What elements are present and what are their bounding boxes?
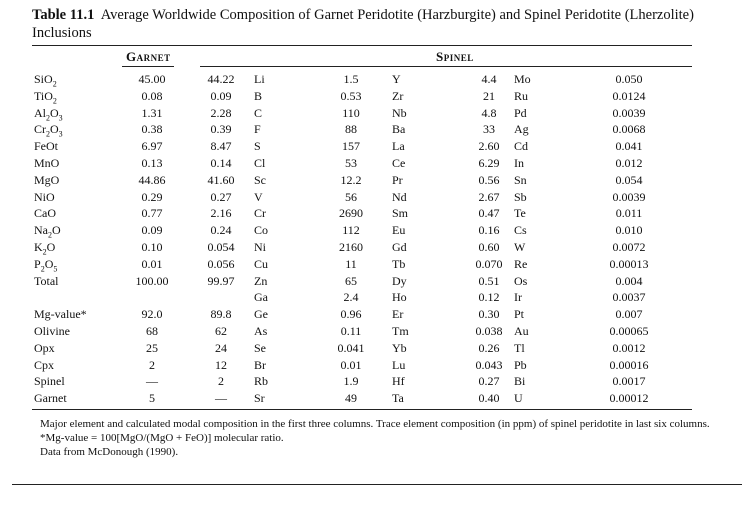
spinel-value: 0.09 (210, 88, 232, 103)
label-text: K (34, 239, 43, 254)
garnet-header-rule (122, 66, 174, 67)
label-text: Garnet (34, 391, 67, 406)
major-label (34, 323, 116, 340)
trace-value: 0.60 (478, 239, 500, 254)
spinel-value: 0.056 (207, 256, 235, 271)
trace-element: Y (392, 72, 401, 86)
label-text: SiO (34, 72, 53, 86)
trace-element: Ba (392, 122, 406, 137)
garnet-value: 0.10 (141, 239, 163, 254)
table-row (34, 105, 730, 122)
trace-value: 88 (345, 122, 357, 137)
major-label (34, 121, 116, 138)
label-text: Al (34, 105, 46, 120)
label-text: NiO (34, 189, 55, 204)
table-title (32, 6, 722, 42)
trace-element: Ge (254, 307, 268, 322)
label-text: Cr (34, 122, 46, 137)
label-text: MgO (34, 172, 60, 187)
table-row (34, 88, 730, 105)
spinel-value: 99.97 (207, 273, 235, 288)
garnet-value: 100.00 (135, 273, 169, 288)
spinel-value: 0.054 (207, 239, 235, 254)
table-row (34, 340, 730, 357)
major-label (34, 273, 116, 290)
trace-value: 0.47 (478, 206, 500, 221)
trace-value: 0.041 (337, 340, 365, 355)
trace-value: 21 (483, 88, 495, 103)
major-label (34, 340, 116, 357)
top-rule (32, 45, 692, 46)
trace-value: 0.53 (340, 88, 362, 103)
garnet-value: 0.77 (141, 206, 163, 221)
trace-value: 2690 (339, 206, 363, 221)
major-label (34, 172, 116, 189)
trace-element: Nb (392, 105, 407, 120)
label-text: P (34, 256, 41, 271)
trace-value: 0.00013 (609, 256, 649, 271)
trace-value: 33 (483, 122, 495, 137)
major-label (34, 256, 116, 273)
garnet-value: — (146, 374, 158, 389)
spacer-cell (660, 357, 730, 374)
spacer-cell (660, 138, 730, 155)
spinel-value: 41.60 (207, 172, 235, 187)
label-text: Na (34, 223, 48, 238)
trace-element: Ir (514, 290, 522, 305)
garnet-value: 1.31 (141, 105, 163, 120)
trace-element: Gd (392, 239, 407, 254)
trace-element: Cs (514, 223, 527, 238)
trace-element: Cl (254, 155, 266, 170)
trace-element: Ho (392, 290, 407, 305)
garnet-value: 0.38 (141, 122, 163, 137)
spacer-cell (660, 105, 730, 122)
spacer-cell (660, 390, 730, 407)
label-text: Mg-value* (34, 307, 87, 322)
trace-element: Ni (254, 239, 266, 254)
trace-element: Ce (392, 155, 406, 170)
trace-value: 0.007 (615, 307, 643, 322)
spinel-value: 8.47 (210, 139, 232, 154)
trace-element: As (254, 323, 268, 338)
garnet-value: 92.0 (141, 307, 163, 322)
spinel-value: 12 (215, 357, 227, 372)
label-sub: 3 (58, 129, 63, 139)
trace-element: Zr (392, 88, 404, 103)
trace-element: Pd (514, 105, 527, 120)
trace-value: 4.8 (481, 105, 497, 120)
trace-element: Li (254, 72, 265, 86)
trace-element: Er (392, 307, 404, 322)
footnote-composition: Major element and calculated modal composition in the first three columns. Trace element composition (in ppm) of spinel peridotite in last six columns. (40, 418, 710, 430)
spacer-cell (660, 340, 730, 357)
trace-value: 0.0039 (612, 105, 646, 120)
trace-value: 0.050 (615, 72, 643, 86)
trace-value: 0.30 (478, 307, 500, 322)
spacer-cell (660, 273, 730, 290)
bottom-rule (32, 409, 692, 410)
trace-value: 2160 (339, 239, 363, 254)
trace-element: Bi (514, 374, 526, 389)
trace-element: Se (254, 340, 266, 355)
table-row (34, 289, 730, 306)
trace-value: 0.070 (475, 256, 503, 271)
trace-element: Tl (514, 340, 525, 355)
label-sub: 2 (46, 112, 50, 122)
table-row (34, 239, 730, 256)
trace-value: 1.9 (343, 374, 359, 389)
spinel-value: 44.22 (207, 72, 235, 86)
trace-value: 0.043 (475, 357, 503, 372)
spacer-cell (660, 373, 730, 390)
footnotes (40, 417, 740, 459)
trace-element: Sn (514, 172, 527, 187)
trace-value: 110 (342, 105, 360, 120)
trace-element: Pr (392, 172, 403, 187)
label-sub: 2 (40, 264, 45, 274)
label-sub: 2 (52, 96, 57, 106)
trace-value: 0.010 (615, 223, 643, 238)
major-label (34, 88, 116, 105)
major-label (34, 138, 116, 155)
table-row (34, 390, 730, 407)
major-label (34, 289, 116, 306)
label-sub: 5 (53, 264, 58, 274)
trace-value: 0.0037 (612, 290, 646, 305)
trace-element: S (254, 139, 261, 154)
trace-value: 0.16 (478, 223, 500, 238)
spacer-cell (660, 256, 730, 273)
trace-element: Mo (514, 72, 531, 86)
spinel-header: Spinel (436, 49, 474, 64)
trace-value: 0.011 (615, 206, 643, 221)
table-row (34, 189, 730, 206)
label-text: O (52, 223, 61, 238)
spacer-cell (660, 71, 730, 88)
trace-element: Yb (392, 340, 407, 355)
label-sub: 2 (46, 129, 50, 139)
trace-element: Ag (514, 122, 529, 137)
trace-value: 12.2 (340, 172, 362, 187)
trace-element: Te (514, 206, 526, 221)
spacer-cell (660, 205, 730, 222)
trace-element: Sr (254, 391, 265, 406)
trace-value: 65 (345, 273, 357, 288)
trace-value: 0.004 (615, 273, 643, 288)
spinel-value: 62 (215, 323, 227, 338)
trace-value: 2.67 (478, 189, 500, 204)
label-text: MnO (34, 155, 60, 170)
trace-element: Au (514, 323, 529, 338)
spacer-cell (660, 155, 730, 172)
label-text: Cpx (34, 357, 55, 372)
trace-element: Dy (392, 273, 407, 288)
garnet-value: 6.97 (141, 139, 163, 154)
trace-value: 0.038 (475, 323, 503, 338)
trace-value: 1.5 (343, 72, 359, 86)
label-text: FeOt (34, 139, 58, 154)
spacer-cell (660, 222, 730, 239)
trace-element: Cr (254, 206, 266, 221)
garnet-value: 0.01 (141, 256, 163, 271)
trace-value: 0.0068 (612, 122, 646, 137)
label-text: O (46, 239, 56, 254)
major-label (34, 205, 116, 222)
trace-element: Eu (392, 223, 406, 238)
trace-element: U (514, 391, 523, 406)
label-text: Opx (34, 340, 55, 355)
spacer-cell (660, 306, 730, 323)
trace-element: Os (514, 273, 528, 288)
trace-value: 4.4 (481, 72, 497, 86)
trace-element: W (514, 239, 526, 254)
trace-value: 0.0124 (612, 88, 646, 103)
trace-element: Sm (392, 206, 409, 221)
trace-element: Sc (254, 172, 266, 187)
trace-element: Hf (392, 374, 405, 389)
trace-element: Br (254, 357, 266, 372)
trace-value: 0.00012 (609, 391, 649, 406)
table-caption: Average Worldwide Composition of Garnet Peridotite (Harzburgite) and Spinel Peridotite (Lherzolite) Inclusions (32, 7, 694, 41)
label-text: Total (34, 273, 59, 288)
trace-value: 0.26 (478, 340, 500, 355)
spacer-cell (660, 289, 730, 306)
trace-value: 0.27 (478, 374, 500, 389)
spinel-value: 0.14 (210, 155, 232, 170)
trace-value: 0.0072 (612, 239, 646, 254)
trace-value: 0.00016 (609, 357, 649, 372)
trace-element: Tm (392, 323, 409, 338)
spinel-header-rule (200, 66, 692, 67)
trace-value: 11 (345, 256, 357, 271)
trace-element: C (254, 105, 263, 120)
garnet-value: 0.29 (141, 189, 163, 204)
garnet-value: 0.08 (141, 88, 163, 103)
garnet-header: Garnet (126, 49, 171, 64)
major-label (34, 239, 116, 256)
trace-element: Tb (392, 256, 406, 271)
trace-value: 112 (342, 223, 360, 238)
trace-element: Lu (392, 357, 406, 372)
table-number: Table 11.1 (32, 7, 95, 23)
trace-element: Nd (392, 189, 407, 204)
trace-element: Cd (514, 139, 529, 154)
label-text: Olivine (34, 323, 70, 338)
major-label (34, 155, 116, 172)
major-label (34, 189, 116, 206)
table-row (34, 155, 730, 172)
spinel-value: 24 (215, 340, 227, 355)
trace-value: 0.0012 (612, 340, 646, 355)
trace-value: 0.96 (340, 307, 362, 322)
table-row (34, 323, 730, 340)
spacer-cell (660, 88, 730, 105)
major-label (34, 390, 116, 407)
garnet-value: 45.00 (138, 72, 166, 86)
table-row (34, 357, 730, 374)
trace-value: 0.40 (478, 391, 500, 406)
table-row (34, 121, 730, 138)
trace-value: 53 (345, 155, 357, 170)
garnet-value: 0.09 (141, 223, 163, 238)
trace-value: 6.29 (478, 155, 500, 170)
label-text: CaO (34, 206, 56, 221)
spinel-value (188, 289, 254, 306)
table-row (34, 256, 730, 273)
footnote-mg-value: *Mg-value = 100[MgO/(MgO + FeO)] molecular ratio. (40, 432, 284, 444)
garnet-value: 25 (146, 340, 158, 355)
spinel-value: — (215, 391, 227, 406)
garnet-value (116, 289, 188, 306)
trace-value: 0.0017 (612, 374, 646, 389)
spinel-value: 0.39 (210, 122, 232, 137)
label-sub: 3 (58, 112, 63, 122)
label-text: Spinel (34, 374, 65, 389)
trace-value: 0.01 (340, 357, 362, 372)
table-row (34, 373, 730, 390)
trace-element: Ga (254, 290, 268, 305)
trace-element: Ta (392, 391, 404, 406)
trace-element: Ru (514, 88, 529, 103)
trace-element: B (254, 88, 263, 103)
spacer-cell (660, 172, 730, 189)
label-sub: 2 (52, 79, 57, 89)
label-text: TiO (34, 88, 53, 103)
trace-element: Rb (254, 374, 269, 389)
trace-value: 2.60 (478, 139, 500, 154)
label-text: O (50, 122, 59, 137)
spinel-value: 2 (218, 374, 224, 389)
major-label (34, 357, 116, 374)
trace-value: 56 (345, 189, 357, 204)
page-bottom-rule (12, 484, 742, 485)
trace-value: 49 (345, 391, 357, 406)
table-row (34, 138, 730, 155)
major-label (34, 306, 116, 323)
trace-element: Zn (254, 273, 268, 288)
garnet-value: 44.86 (138, 172, 166, 187)
spinel-value: 89.8 (210, 307, 232, 322)
trace-value: 0.56 (478, 172, 500, 187)
table-row (34, 222, 730, 239)
composition-table (34, 71, 730, 407)
garnet-value: 5 (149, 391, 155, 406)
table-row (34, 306, 730, 323)
trace-value: 0.12 (478, 290, 500, 305)
trace-value: 0.041 (615, 139, 643, 154)
trace-value: 0.51 (478, 273, 500, 288)
spinel-value: 0.27 (210, 189, 232, 204)
spinel-value: 2.28 (210, 105, 232, 120)
garnet-value: 0.13 (141, 155, 163, 170)
trace-element: Sb (514, 189, 527, 204)
table-row (34, 71, 730, 88)
label-text: O (44, 256, 54, 271)
trace-element: In (514, 155, 524, 170)
trace-element: V (254, 189, 263, 204)
trace-value: 0.012 (615, 155, 643, 170)
spacer-cell (660, 323, 730, 340)
major-label (34, 222, 116, 239)
spinel-value: 0.24 (210, 223, 232, 238)
table-row (34, 273, 730, 290)
table-row (34, 205, 730, 222)
trace-element: Co (254, 223, 269, 238)
garnet-value: 68 (146, 323, 158, 338)
trace-element: Pt (514, 307, 525, 322)
label-text: O (50, 105, 59, 120)
trace-value: 0.054 (615, 172, 643, 187)
spacer-cell (660, 121, 730, 138)
trace-value: 0.00065 (609, 323, 649, 338)
trace-element: Re (514, 256, 528, 271)
trace-value: 157 (342, 139, 360, 154)
major-label (34, 105, 116, 122)
trace-value: 0.0039 (612, 189, 646, 204)
trace-element: F (254, 122, 261, 137)
spinel-value: 2.16 (210, 206, 232, 221)
spacer-cell (660, 189, 730, 206)
trace-element: La (392, 139, 405, 154)
label-sub: 2 (48, 230, 52, 240)
major-label (34, 71, 116, 88)
trace-element: Cu (254, 256, 269, 271)
garnet-value: 2 (149, 357, 155, 372)
footnote-source: Data from McDonough (1990). (40, 446, 179, 458)
trace-value: 0.11 (340, 323, 362, 338)
trace-value: 2.4 (343, 290, 359, 305)
table-row (34, 172, 730, 189)
spacer-cell (660, 239, 730, 256)
major-label (34, 373, 116, 390)
trace-element: Pb (514, 357, 527, 372)
label-sub: 2 (42, 247, 47, 257)
